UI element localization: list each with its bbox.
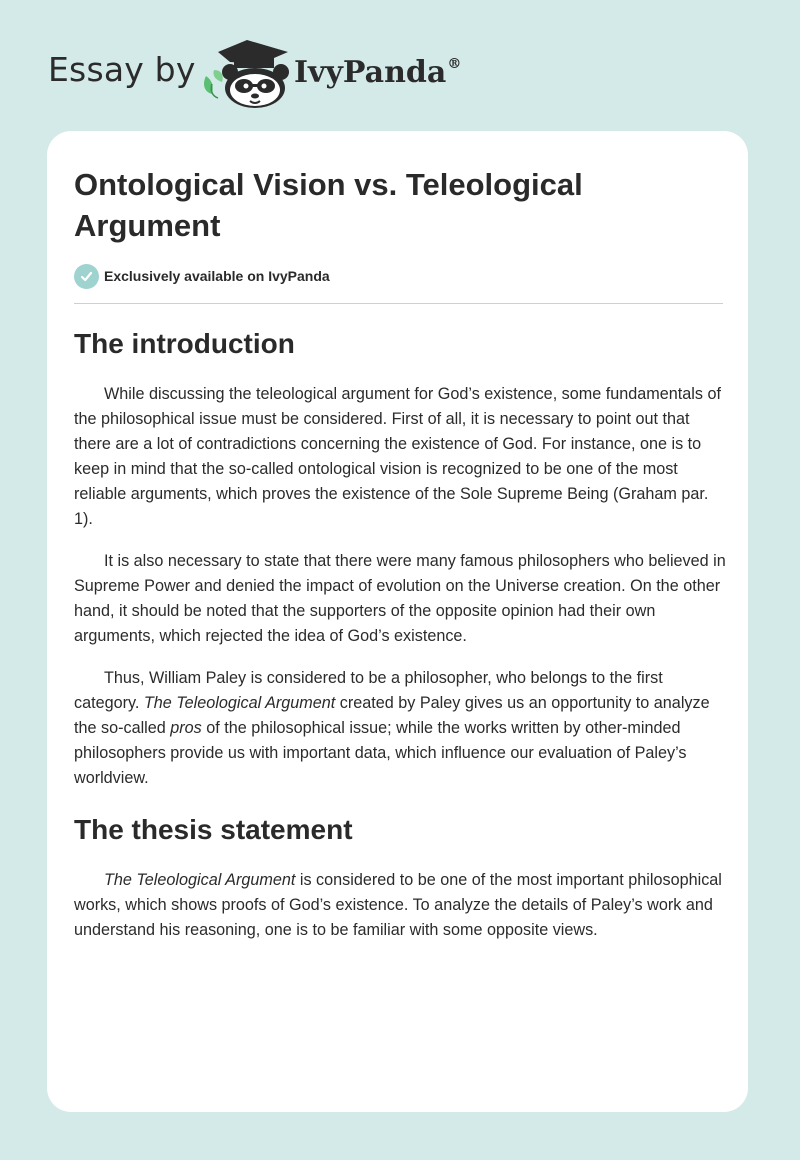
check-icon [74, 264, 99, 289]
paragraph [74, 868, 726, 943]
brand-name[interactable] [294, 55, 461, 90]
paragraph-text: is considered to be one of the most important philosophical works, which shows proofs of God’s existence. To analyze the details of Paley’s work and understand his reasoning, one is to be familiar with some opposite views. [74, 871, 722, 939]
brand-name-text: IvyPanda [294, 55, 447, 90]
registered-mark: ® [447, 56, 462, 72]
section-heading-introduction: The introduction [74, 328, 295, 359]
paragraph: While discussing the teleological argument for God’s existence, some fundamentals of the philosophical issue must be considered. First of all, it is necessary to point out that there are a lot of contradictions concerning the existence of God. For instance, one is to keep in mind that the so-called ontological vision is recognized to be one of the most reliable arguments, which proves the existence of the Sole Supreme Being (Graham par. 1). [74, 385, 721, 528]
paragraph-text: Thus, William Paley is considered to be a philosopher, who belongs to the first category. [74, 669, 663, 712]
panda-logo-icon[interactable] [200, 36, 295, 110]
paragraph: It is also necessary to state that there were many famous philosophers who believed in Supreme Power and denied the impact of evolution on the Universe creation. On the other hand, it should be noted that the supporters of the opposite opinion had their own arguments, which rejected the idea of God’s existence. [74, 552, 726, 645]
badge-text: Exclusively available on IvyPanda [104, 268, 330, 284]
divider [74, 303, 723, 304]
book-title-italic: The Teleological Argument [143, 694, 336, 712]
paragraph-text: of the philosophical issue; while the works written by other-minded philosophers provide us with important data, which influence our evaluation of Paley’s worldview. [74, 719, 687, 787]
emphasis-italic: pros [170, 719, 202, 737]
essay-title: Ontological Vision vs. Teleological Argument [74, 167, 583, 243]
site-header [0, 0, 800, 120]
essay-card [47, 131, 748, 1112]
paragraph-text: created by Paley gives us an opportunity to analyze the so-called [74, 694, 710, 737]
book-title-italic: The Teleological Argument [104, 871, 296, 889]
section-heading-thesis: The thesis statement [74, 814, 353, 845]
essay-body [74, 327, 726, 943]
essay-by-label: Essay by [48, 50, 196, 89]
paragraph [74, 666, 726, 791]
exclusive-badge [74, 263, 330, 289]
